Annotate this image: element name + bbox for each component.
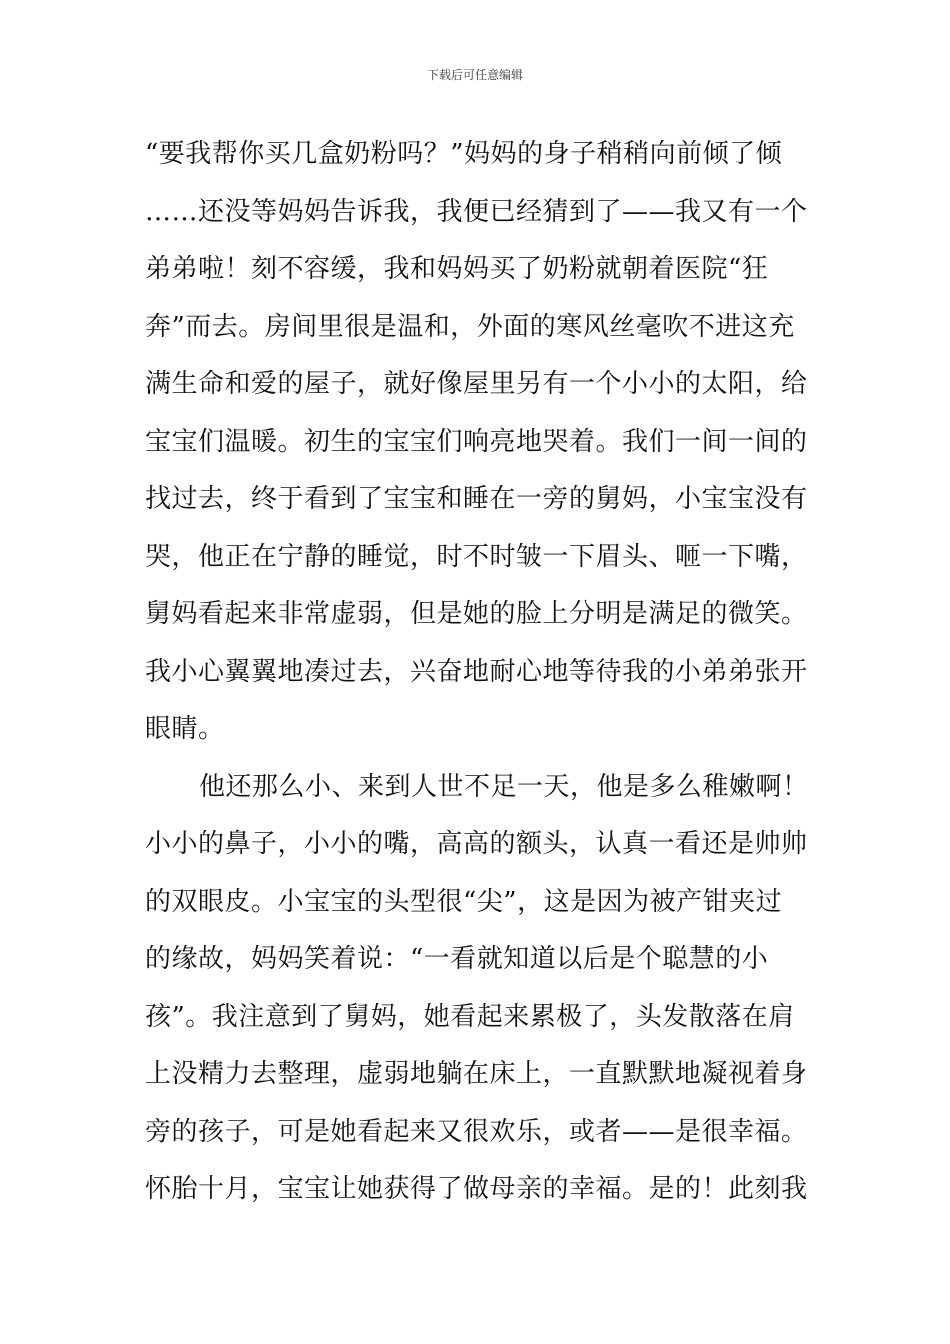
text-line: 小小的鼻子，小小的嘴，高高的额头，认真一看还是帅帅 <box>145 829 808 859</box>
paragraph-first-line: 他还那么小、来到人世不足一天，他是多么稚嫩啊！ <box>199 771 809 802</box>
text-line: 哭，他正在宁静的睡觉，时不时皱一下眉头、咂一下嘴， <box>145 541 808 572</box>
text-line: 舅妈看起来非常虚弱，但是她的脸上分明是满足的微笑。 <box>145 599 808 629</box>
text-line: 奔”而去。房间里很是温和，外面的寒风丝毫吹不进这充 <box>145 311 795 342</box>
text-line: 孩”。我注意到了舅妈，她看起来累极了，头发散落在肩 <box>145 1001 795 1032</box>
text-line: 满生命和爱的屋子，就好像屋里另有一个小小的太阳，给 <box>145 369 808 399</box>
text-line: 旁的孩子，可是她看起来又很欢乐，或者——是很幸福。 <box>145 1116 808 1147</box>
document-body <box>145 126 807 1219</box>
text-line: 的缘故，妈妈笑着说：“一看就知道以后是个聪慧的小 <box>145 944 769 974</box>
text-line: 眼睛。 <box>145 714 225 744</box>
text-line: ……还没等妈妈告诉我，我便已经猜到了——我又有一个 <box>145 196 808 227</box>
text-line: 找过去，终于看到了宝宝和睡在一旁的舅妈，小宝宝没有 <box>145 484 808 514</box>
text-line: “要我帮你买几盒奶粉吗？”妈妈的身子稍稍向前倾了倾 <box>145 139 783 169</box>
text-line: 弟弟啦！刻不容缓，我和妈妈买了奶粉就朝着医院“狂 <box>145 254 769 284</box>
text-line: 我小心翼翼地凑过去，兴奋地耐心地等待我的小弟弟张开 <box>145 656 808 687</box>
text-line: 怀胎十月，宝宝让她获得了做母亲的幸福。是的！此刻我 <box>145 1174 808 1204</box>
page-header: 下载后可任意编辑 <box>426 68 523 82</box>
text-line: 宝宝们温暖。初生的宝宝们响亮地哭着。我们一间一间的 <box>145 426 808 457</box>
text-line: 的双眼皮。小宝宝的头型很“尖”，这是因为被产钳夹过 <box>145 886 783 917</box>
text-line: 上没精力去整理，虚弱地躺在床上，一直默默地凝视着身 <box>145 1059 808 1089</box>
